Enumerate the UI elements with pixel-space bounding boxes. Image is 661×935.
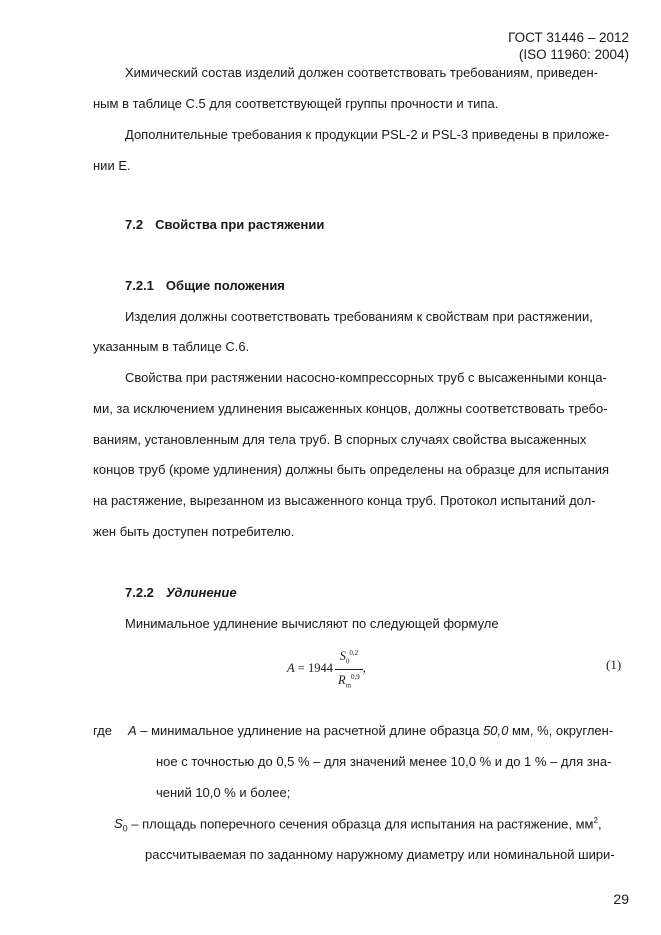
formula-intro: Минимальное удлинение вычисляют по следующей формуле: [125, 616, 499, 631]
section-heading-7-2: [125, 217, 324, 232]
where-continuation: ное с точностью до 0,5 % – для значений менее 10,0 % и до 1 % – для зна-: [156, 754, 612, 769]
section-heading-7-2-2: [125, 585, 237, 600]
paragraph-line: Свойства при растяжении насосно-компрессорных труб с высаженными конца-: [125, 370, 607, 385]
where-continuation: чений 10,0 % и более;: [156, 785, 291, 800]
section-number: 7.2.1: [125, 278, 154, 293]
formula-coefficient: = 1944: [297, 661, 333, 676]
page-number: 29: [613, 891, 629, 907]
paragraph-line: Химический состав изделий должен соответствовать требованиям, приведен-: [125, 65, 599, 80]
where-term-a: где A – минимальное удлинение на расчетной длине образца 50,0 мм, %, округлен-: [93, 723, 614, 738]
elongation-formula: [287, 646, 366, 692]
paragraph-line: ваниям, установленным для тела труб. В спорных случаях свойства высаженных: [93, 432, 587, 447]
where-term-s0: $S_0$ – площадь поперечного сечения образца для испытания на растяжение, $мм^2$,: [114, 816, 602, 834]
where-continuation: рассчитываемая по заданному наружному диаметру или номинальной шири-: [145, 847, 615, 862]
paragraph-line: ми, за исключением удлинения высаженных концов, должны соответствовать требо-: [93, 401, 608, 416]
formula-tail: ,: [362, 661, 366, 676]
where-label: где: [93, 723, 112, 738]
gauge-length-value: 50,0: [483, 723, 509, 738]
section-title: Удлинение: [165, 585, 237, 600]
formula-numerator: $S_0^{0,2}$: [335, 646, 363, 670]
section-number: 7.2.2: [125, 585, 154, 600]
paragraph-line: концов труб (кроме удлинения) должны быть определены на образце для испытания: [93, 462, 610, 477]
paragraph-line: указанным в таблице С.6.: [93, 339, 250, 354]
symbol-a: A: [127, 723, 137, 738]
paragraph-line: Дополнительные требования к продукции PSL-2 и PSL-3 приведены в приложе-: [125, 127, 610, 142]
formula-lhs: A: [287, 661, 295, 676]
paragraph-line: Изделия должны соответствовать требованиям к свойствам при растяжении,: [125, 309, 593, 324]
section-number: 7.2: [125, 217, 144, 232]
paragraph-line: ным в таблице С.5 для соответствующей группы прочности и типа.: [93, 96, 499, 111]
symbol-s0: $S_0$: [114, 816, 128, 834]
section-heading-7-2-1: [125, 278, 285, 293]
paragraph-line: на растяжение, вырезанном из высаженного конца труб. Протокол испытаний дол-: [93, 493, 596, 508]
iso-reference: (ISO 11960: 2004): [518, 47, 629, 62]
equation-number: (1): [606, 657, 622, 672]
section-title: Общие положения: [165, 278, 285, 293]
formula-fraction: [335, 646, 363, 692]
paragraph-line: жен быть доступен потребителю.: [93, 524, 295, 539]
paragraph-line: нии Е.: [93, 158, 131, 173]
standard-code: ГОСТ 31446 – 2012: [508, 30, 629, 45]
formula-denominator: $R_m^{0,9}$: [337, 672, 360, 690]
section-title: Свойства при растяжении: [155, 217, 325, 232]
